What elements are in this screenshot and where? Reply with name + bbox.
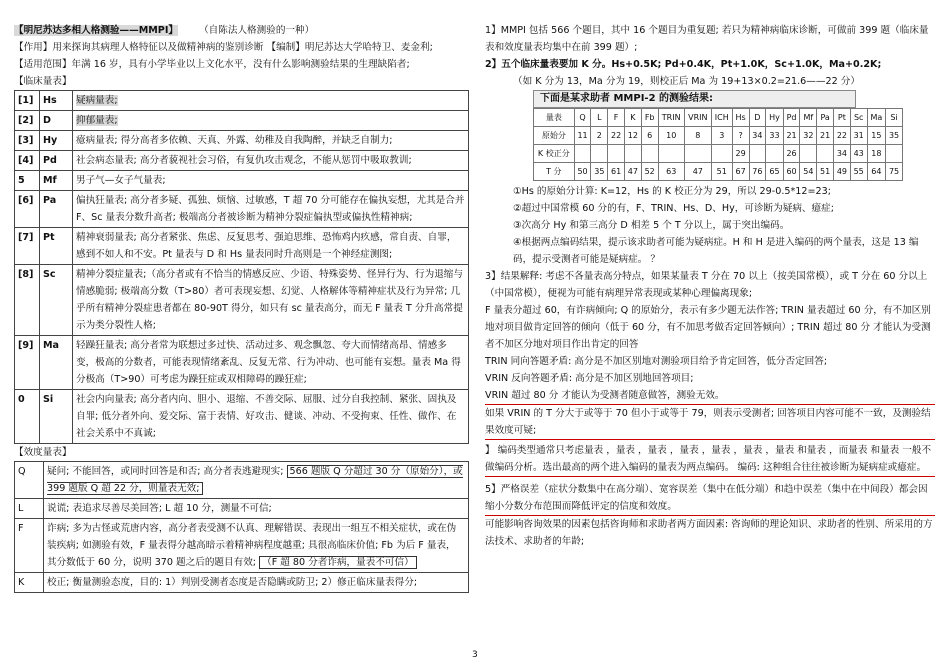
- scale-code: Hs: [40, 91, 73, 111]
- table-cell: 29: [732, 145, 749, 163]
- table-header-cell: Si: [886, 109, 903, 127]
- table-cell: 60: [783, 163, 800, 181]
- table-cell: 34: [749, 127, 766, 145]
- table-header-cell: F: [608, 109, 625, 127]
- table-cell: 35: [591, 163, 608, 181]
- table-cell: 32: [800, 127, 817, 145]
- scale-code: Hy: [40, 131, 73, 151]
- analysis-item: ①Hs 的原始分计算: K=12，Hs 的 K 校正分为 29，所以 29-0.5*12=23;: [513, 186, 831, 197]
- scale-number: [8]: [15, 265, 40, 336]
- table-cell: [800, 145, 817, 163]
- scale-description: 癔病量表; 得分高者多依赖、天真、外露、幼稚及自我陶醉，并缺乏自制力;: [73, 131, 469, 151]
- paragraph-5: 5】严格误差（症状分数集中在高分端）、宽容误差（集中在低分端）和趋中误差（集中在中间段）都会因缩小分数分布范围而降低评定的信度和效度。: [485, 481, 935, 516]
- table-header-cell: Hs: [732, 109, 749, 127]
- table-cell: 50: [574, 163, 591, 181]
- table-cell: [625, 145, 642, 163]
- table-cell: 67: [732, 163, 749, 181]
- table-header-cell: D: [749, 109, 766, 127]
- table-header-cell: 量表: [534, 109, 575, 127]
- paragraph-3-detail: F 量表分超过 60，有诈病倾向; Q 的原始分，表示有多少题无法作答; TRIN 量表超过 60 分，有不加区别地对项目做肯定回答的倾向（低于 60 分，有不加思考做否定回答倾向）; TRIN 超过 80 分 才能认为受测者不加区分地对项目作出肯定的回答: [485, 305, 931, 350]
- table-row: [15, 573, 469, 593]
- scale-number: [4]: [15, 151, 40, 171]
- analysis-item: ③次高分 Hy 和第三高分 D 相差 5 个 T 分以上，属于突出编码。: [513, 220, 790, 231]
- table-cell: 47: [625, 163, 642, 181]
- scale-description: 偏执狂量表; 高分者多疑、孤独、烦恼、过敏感，T 超 70 分可能存在偏执妄想，尤其是合并 F、Sc 量表分数升高者; 极端高分者被诊断为精神分裂症偏执型或偏执性精神病;: [73, 191, 469, 228]
- result-table-title: 下面是某求助者 MMPI-2 的测验结果:: [533, 90, 856, 108]
- result-table: [533, 108, 903, 181]
- scale-number: [6]: [15, 191, 40, 228]
- table-row: [534, 145, 903, 163]
- table-row: [15, 171, 469, 191]
- paragraph-3-vrin-80: VRIN 超过 80 分 才能认为受测者随意做答，测验无效。: [485, 387, 935, 405]
- table-cell: 75: [886, 163, 903, 181]
- table-cell: 21: [817, 127, 834, 145]
- section-title-clinical: 【临床量表】: [14, 76, 72, 87]
- table-cell: 47: [684, 163, 711, 181]
- paragraph-3-vrin-70: 如果 VRIN 的 T 分大于或等于 70 但小于或等于 79，则表示受测者; 回答项目内容可能不一致，及测验结果效度可疑;: [485, 405, 935, 440]
- scale-description: 轻躁狂量表; 高分者常为联想过多过快、活动过多、观念飘忽、夸大而情绪高昂、情感多变，极高的分数者，可能表现情绪紊乱、反复无常、行为冲动、也可能有妄想。量表 Ma 得分极高（T>90）可考虑为躁狂症或双相障碍的躁狂症;: [73, 336, 469, 390]
- scale-code: D: [40, 111, 73, 131]
- paragraph-3-vrin: VRIN 反向答题矛盾: 高分是不加区别地回答项目;: [485, 373, 694, 384]
- table-cell: [766, 145, 783, 163]
- table-cell: 63: [658, 163, 684, 181]
- table-cell: 22: [834, 127, 851, 145]
- table-cell: 54: [800, 163, 817, 181]
- table-cell: [684, 145, 711, 163]
- table-cell: [886, 145, 903, 163]
- table-cell: 55: [850, 163, 867, 181]
- table-header-cell: Q: [574, 109, 591, 127]
- row-label: 原始分: [534, 127, 575, 145]
- table-header-cell: Fb: [641, 109, 658, 127]
- scale-code: Pd: [40, 151, 73, 171]
- section-title-validity: 【效度量表】: [14, 447, 72, 458]
- table-header-cell: ICH: [711, 109, 732, 127]
- scale-code: Si: [40, 390, 73, 444]
- table-cell: 33: [766, 127, 783, 145]
- table-cell: 12: [625, 127, 642, 145]
- table-cell: 76: [749, 163, 766, 181]
- intro-line: 【作用】用来探询其病理人格特征以及做精神病的鉴别诊断 【编制】明尼苏达大学哈特卫、麦金利;: [14, 42, 433, 53]
- clinical-scales-table: [14, 90, 469, 444]
- table-cell: [711, 145, 732, 163]
- validity-description: 诈病; 多为古怪或荒唐内容，高分者表受测不认真、理解错误、表现出一组互不相关症状，或在伪装疾病; 如测验有效，F 量表得分越高暗示着精神病程度越重; 具很高临床价值; Fb 为后 F 量表，其分数低于 60 分，说明 370 题之后的题目有效; （F 超 80 分者诈病，量表不可信）: [44, 519, 469, 573]
- validity-code: K: [15, 573, 44, 593]
- scale-number: [9]: [15, 336, 40, 390]
- table-header-cell: Sc: [850, 109, 867, 127]
- scale-description: 疑病量表;: [73, 91, 469, 111]
- table-row: [15, 462, 469, 499]
- analysis-item: ②超过中国常模 60 分的有，F、TRIN、Hs、D、Hy，可诊断为疑病、癔症;: [513, 203, 834, 214]
- table-header-cell: K: [625, 109, 642, 127]
- paragraph-code-type: 】 编码类型通常只考虑量表 ，量表 ，量表 ，量表 ，量表 ，量表 ，量表 和量表 ，而量表 和量表 一般不做编码分析。选出最高的两个进入编码的量表为两点编码。 编码: 这种组合往往被诊断为疑病症或癔症。: [485, 442, 935, 477]
- table-cell: 65: [766, 163, 783, 181]
- intro-line: 【适用范围】年满 16 岁，具有小学毕业以上文化水平，没有什么影响测验结果的生理缺陷者;: [14, 59, 410, 70]
- paragraph-2-example: （如 K 分为 13，Ma 分为 19，则校正后 Ma 为 19+13×0.2=21.6——22 分）: [513, 76, 860, 87]
- scale-description: 精神分裂症量表;（高分者或有不恰当的情感反应、少语、特殊姿势、怪异行为、行为退缩与情感脆弱; 极端高分数（T>80）者可表现妄想、幻觉、人格解体等精神症状及行为异常; 几乎所有精神分裂症患者都在 80-90T 得分，如只有 sc 量表高分，而无 F 量表 T 分升高常提示为类分裂性人格;: [73, 265, 469, 336]
- scale-number: 0: [15, 390, 40, 444]
- validity-scales-table: [14, 461, 469, 593]
- table-cell: 52: [641, 163, 658, 181]
- table-cell: 49: [834, 163, 851, 181]
- table-row: [15, 191, 469, 228]
- scale-code: Sc: [40, 265, 73, 336]
- paragraph-6: 可能影响咨询效果的因素包括咨询师和求助者两方面因素: 咨询师的理论知识、求助者的性别、所采用的方法技术、求助者的年龄;: [485, 519, 933, 547]
- table-row: [15, 265, 469, 336]
- validity-description: 校正; 衡量测验态度，目的: 1）判别受测者态度是否隐瞒或防卫; 2）修正临床量表得分;: [44, 573, 469, 593]
- table-header-cell: Hy: [766, 109, 783, 127]
- table-header-cell: Pt: [834, 109, 851, 127]
- scale-code: Mf: [40, 171, 73, 191]
- validity-code: F: [15, 519, 44, 573]
- table-cell: 43: [850, 145, 867, 163]
- table-header-cell: Pd: [783, 109, 800, 127]
- validity-description: 说谎; 表追求尽善尽美回答; L 超 10 分，测量不可信;: [44, 499, 469, 519]
- table-cell: [658, 145, 684, 163]
- table-row: [15, 91, 469, 111]
- table-cell: 2: [591, 127, 608, 145]
- left-column: [14, 22, 469, 593]
- table-header-cell: L: [591, 109, 608, 127]
- table-cell: [591, 145, 608, 163]
- scale-code: Ma: [40, 336, 73, 390]
- validity-code: L: [15, 499, 44, 519]
- table-row: [15, 111, 469, 131]
- scale-description: 抑郁量表;: [73, 111, 469, 131]
- table-cell: [641, 145, 658, 163]
- scale-number: 5: [15, 171, 40, 191]
- table-cell: [574, 145, 591, 163]
- table-cell: 11: [574, 127, 591, 145]
- scale-number: [7]: [15, 228, 40, 265]
- doc-subtitle: （自陈法人格测验的一种）: [199, 25, 315, 36]
- table-header-cell: TRIN: [658, 109, 684, 127]
- table-cell: ?: [732, 127, 749, 145]
- table-cell: 3: [711, 127, 732, 145]
- row-label: T 分: [534, 163, 575, 181]
- scale-code: Pt: [40, 228, 73, 265]
- scale-description: 男子气—女子气量表;: [73, 171, 469, 191]
- table-row: [15, 151, 469, 171]
- table-cell: [608, 145, 625, 163]
- paragraph-2: 2】五个临床量表要加 K 分。Hs+0.5K; Pd+0.4K，Pt+1.0K，Sc+1.0K，Ma+0.2K;: [485, 59, 882, 70]
- table-cell: 51: [817, 163, 834, 181]
- row-label: K 校正分: [534, 145, 575, 163]
- table-header-cell: VRIN: [684, 109, 711, 127]
- table-cell: 22: [608, 127, 625, 145]
- table-row: [15, 390, 469, 444]
- table-cell: [749, 145, 766, 163]
- table-header-row: [534, 109, 903, 127]
- table-cell: 26: [783, 145, 800, 163]
- table-cell: 6: [641, 127, 658, 145]
- table-row: [15, 519, 469, 573]
- table-header-cell: Ma: [867, 109, 886, 127]
- table-header-cell: Mf: [800, 109, 817, 127]
- table-cell: 18: [867, 145, 886, 163]
- scale-number: [3]: [15, 131, 40, 151]
- table-cell: 61: [608, 163, 625, 181]
- scale-code: Pa: [40, 191, 73, 228]
- table-cell: 31: [850, 127, 867, 145]
- validity-code: Q: [15, 462, 44, 499]
- paragraph-3: 3】结果解释: 考虑不各量表高分特点，如果某量表 T 分在 70 以上（按美国常模），或 T 分在 60 分以上（中国常模），便视为可能有病理异常表现或某种心理偏离现象;: [485, 271, 928, 299]
- header-line: [14, 22, 469, 39]
- scale-description: 精神衰弱量表; 高分者紧张、焦虑、反复思考、强迫思维、恐怖鸡内疚感，常自责、自罪，感到不如人和不安。Pt 量表与 D 和 Hs 量表同时升高则是一个神经症测图;: [73, 228, 469, 265]
- analysis-item: ④根据两点编码结果，提示该求助者可能为疑病症。H 和 H 是进入编码的两个量表，这是 13 编码，提示受测者可能是疑病症。 ？: [513, 237, 919, 265]
- scale-description: 社会内向量表; 高分者内向、胆小、退缩、不善交际、屈服、过分自我控制、紧张、固执及自罪; 低分者外向、爱交际、富于表情、好攻击、健谈、冲动、不受拘束、任性、做作、在社会关系中不真诚;: [73, 390, 469, 444]
- table-cell: [817, 145, 834, 163]
- table-cell: 15: [867, 127, 886, 145]
- page-number: 3: [472, 650, 478, 660]
- right-column: [485, 22, 935, 550]
- table-cell: 21: [783, 127, 800, 145]
- table-cell: 35: [886, 127, 903, 145]
- scale-description: 社会病态量表; 高分者藐视社会习俗，有复仇攻击观念，不能从惩罚中吸取教训;: [73, 151, 469, 171]
- table-row: [15, 228, 469, 265]
- table-row: [15, 499, 469, 519]
- table-cell: 8: [684, 127, 711, 145]
- table-row: [534, 127, 903, 145]
- paragraph-3-trin: TRIN 同向答题矛盾: 高分是不加区别地对测验项目给予肯定回答，低分否定回答;: [485, 356, 828, 367]
- table-cell: 51: [711, 163, 732, 181]
- table-cell: 64: [867, 163, 886, 181]
- scale-number: [1]: [15, 91, 40, 111]
- paragraph-1: 1】MMPI 包括 566 个题目，其中 16 个题目为重复题; 若只为精神病临床诊断，可做前 399 题（临床量表和效度量表均集中在前 399 题）;: [485, 25, 929, 53]
- table-header-cell: Pa: [817, 109, 834, 127]
- validity-description: 疑问; 不能回答，或同时回答是和否; 高分者表逃避现实; 566 题版 Q 分超过 30 分（原始分），或 399 题版 Q 超 22 分，则量表无效;: [44, 462, 469, 499]
- table-row: [15, 336, 469, 390]
- table-cell: 10: [658, 127, 684, 145]
- table-cell: 34: [834, 145, 851, 163]
- doc-title: 【明尼苏达多相人格测验——MMPI】: [14, 25, 179, 36]
- table-row: [15, 131, 469, 151]
- table-row: [534, 163, 903, 181]
- scale-number: [2]: [15, 111, 40, 131]
